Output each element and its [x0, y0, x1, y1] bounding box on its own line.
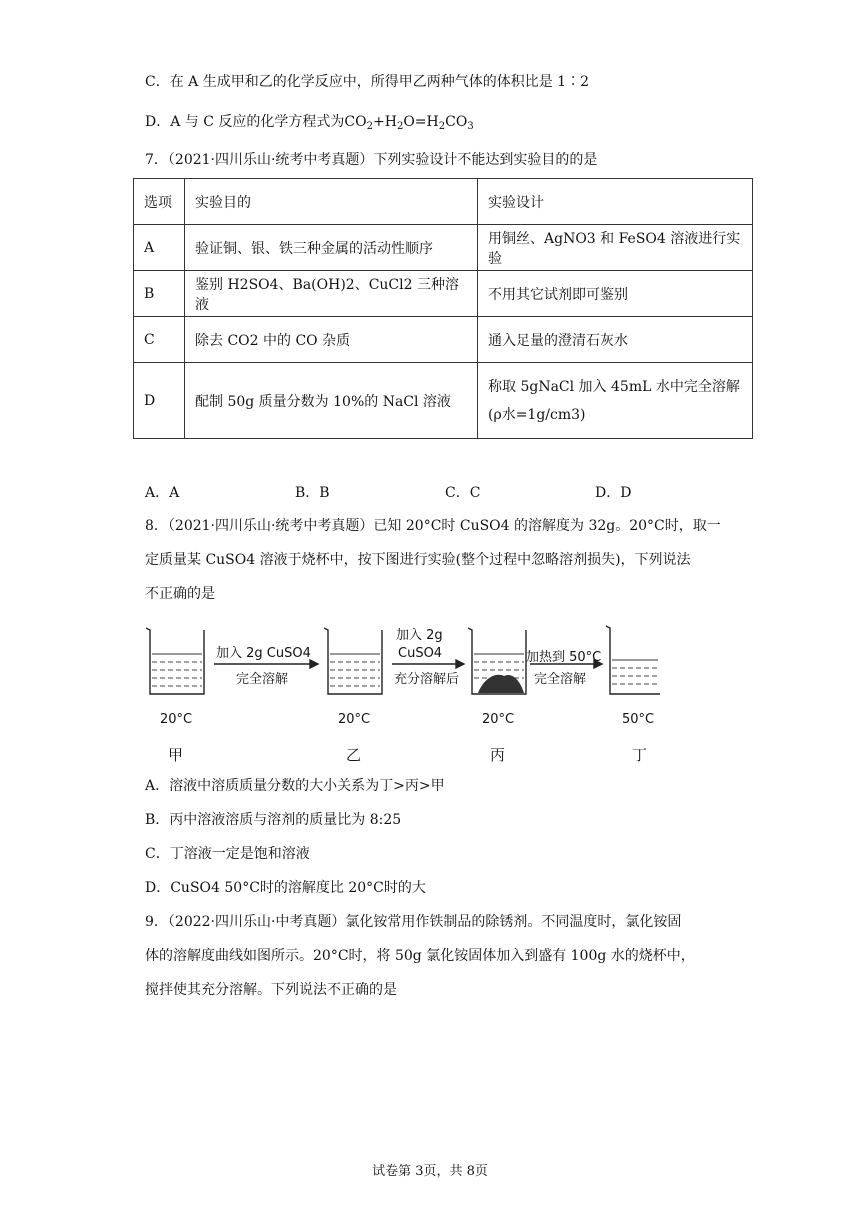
table-cell-option: C: [134, 317, 185, 363]
table-cell-option: A: [134, 225, 185, 271]
table-header-cell: 实验设计: [478, 179, 753, 225]
arrow-2-bottom-label: 充分溶解后: [394, 672, 460, 687]
table-cell-design: 通入足量的澄清石灰水: [478, 317, 753, 363]
choice-d[interactable]: D．D: [595, 485, 632, 501]
q8-stem-line-3: 不正确的是: [145, 586, 215, 602]
q6-option-d: [145, 112, 474, 132]
temp-label-ding: 50°C: [622, 712, 655, 727]
table-cell-purpose: 配制 50g 质量分数为 10%的 NaCl 溶液: [185, 363, 478, 439]
table-cell-purpose: 验证铜、银、铁三种金属的活动性顺序: [185, 225, 478, 271]
q9-stem-line-1: 9．（2022·四川乐山·中考真题）氯化铵常用作铁制品的除锈剂。不同温度时，氯化铵固: [145, 914, 682, 930]
q8-stem-line-1: 8．（2021·四川乐山·统考中考真题）已知 20°C时 CuSO4 的溶解度为 32g。20°C时，取一: [145, 518, 721, 534]
q6-option-c: C．在 A 生成甲和乙的化学反应中，所得甲乙两种气体的体积比是 1∶2: [145, 74, 589, 90]
table-header-cell: 选项: [134, 179, 185, 225]
table-cell-option: D: [134, 363, 185, 439]
beaker-experiment-figure: [140, 618, 660, 768]
beaker-jia: [146, 628, 204, 694]
q6-equation: $CO_2+H_2O=H_2CO_3$: [344, 114, 474, 132]
temp-label-yi: 20°C: [338, 712, 371, 727]
choice-b[interactable]: B．B: [295, 485, 330, 501]
table-row: [134, 225, 753, 271]
temp-label-jia: 20°C: [160, 712, 193, 727]
beaker-name-yi: 乙: [346, 746, 362, 764]
beaker-yi: [324, 628, 382, 694]
beaker-name-bing: 丙: [490, 746, 506, 764]
q9-stem-line-2: 体的溶解度曲线如图所示。20°C时，将 50g 氯化铵固体加入到盛有 100g 水的烧杯中，: [145, 948, 695, 964]
table-header-cell: 实验目的: [185, 179, 478, 225]
beaker-name-jia: 甲: [168, 746, 184, 764]
q8-stem-line-2: 定质量某 CuSO4 溶液于烧杯中，按下图进行实验(整个过程中忽略溶剂损失)，下列说法: [145, 552, 691, 568]
table-cell-design: 用铜丝、AgNO3 和 FeSO4 溶液进行实验: [478, 225, 753, 271]
arrow-2-top-label-2: CuSO4: [398, 646, 443, 661]
q8-option-d: D．CuSO4 50°C时的溶解度比 20°C时的大: [145, 880, 426, 896]
arrow-3-bottom-label: 完全溶解: [534, 672, 587, 687]
choice-a[interactable]: A．A: [145, 485, 180, 501]
table-row: [134, 271, 753, 317]
q8-option-b: B．丙中溶液溶质与溶剂的质量比为 8:25: [145, 812, 402, 828]
table-cell-purpose: 除去 CO2 中的 CO 杂质: [185, 317, 478, 363]
q8-option-c: C．丁溶液一定是饱和溶液: [145, 846, 310, 862]
arrow-2-top-label-1: 加入 2g: [396, 628, 443, 643]
temp-label-bing: 20°C: [482, 712, 515, 727]
beaker-name-ding: 丁: [632, 746, 648, 764]
q6-option-d-text: D．A 与 C 反应的化学方程式为: [145, 114, 345, 130]
table-cell-design: 称取 5gNaCl 加入 45mL 水中完全溶解(ρ水=1g/cm3): [478, 363, 753, 439]
table-row: [134, 363, 753, 439]
q7-choices: [145, 482, 745, 502]
table-cell-design: 不用其它试剂即可鉴别: [478, 271, 753, 317]
table-header-row: [134, 179, 753, 225]
choice-c[interactable]: C．C: [445, 485, 481, 501]
experiment-table: [133, 178, 753, 439]
arrow-1-top-label: 加入 2g CuSO4: [216, 646, 311, 661]
page-footer: 试卷第 3页，共 8页: [372, 1164, 488, 1179]
q9-stem-line-3: 搅拌使其充分溶解。下列说法不正确的是: [145, 982, 397, 998]
table-row: [134, 317, 753, 363]
q7-stem: 7．（2021·四川乐山·统考中考真题）下列实验设计不能达到实验目的的是: [145, 152, 598, 168]
arrow-1-bottom-label: 完全溶解: [236, 672, 289, 687]
arrow-3-top-label: 加热到 50°C: [526, 650, 602, 665]
table-cell-purpose: 鉴别 H2SO4、Ba(OH)2、CuCl2 三种溶液: [185, 271, 478, 317]
q8-option-a: A．溶液中溶质质量分数的大小关系为丁>丙>甲: [145, 778, 445, 794]
table-cell-option: B: [134, 271, 185, 317]
